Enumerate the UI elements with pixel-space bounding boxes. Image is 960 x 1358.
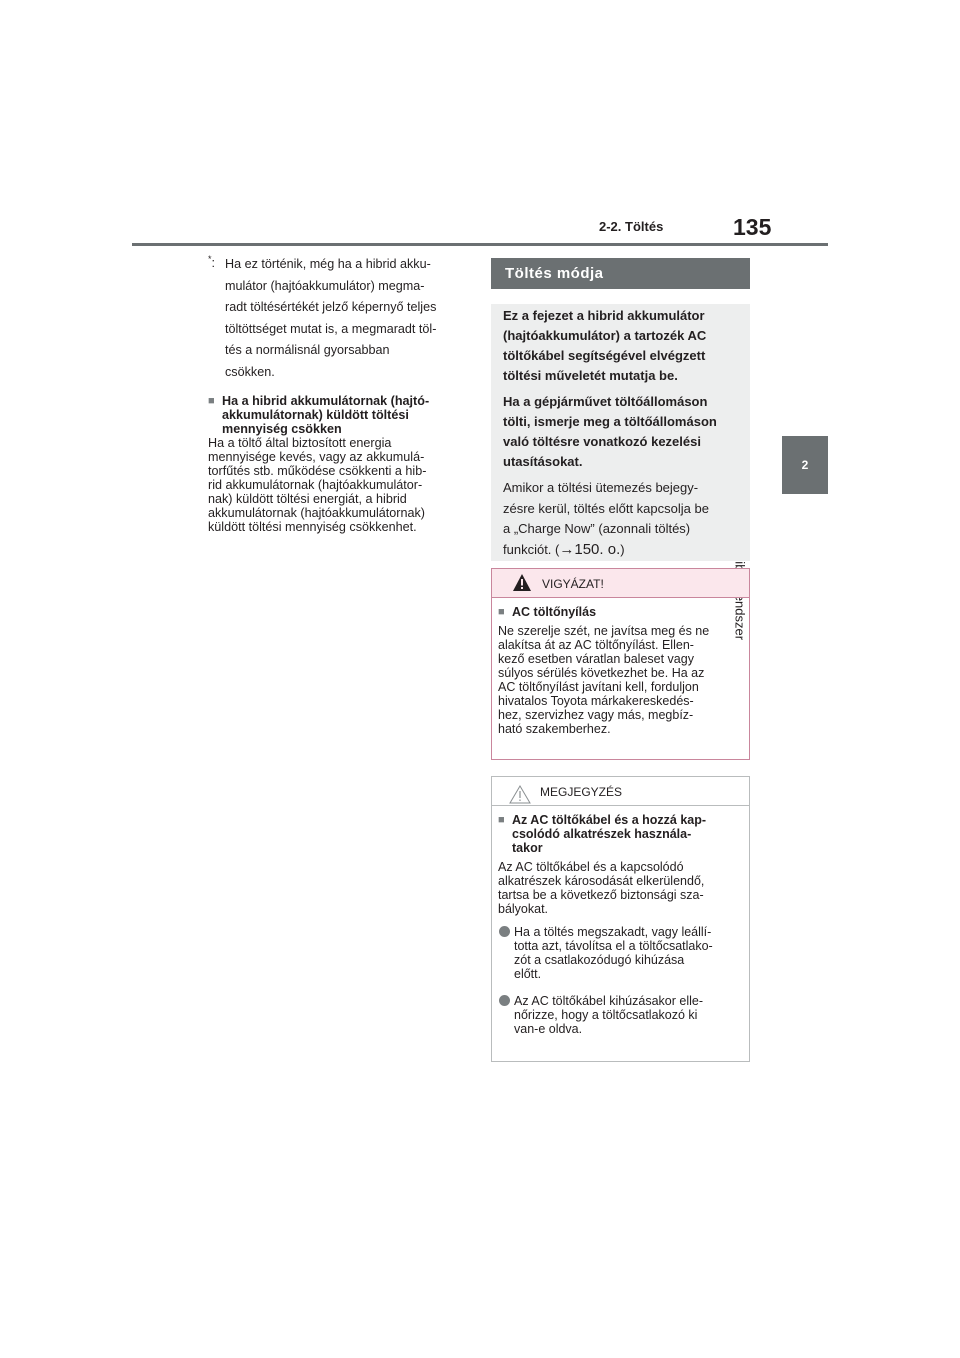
intro-box: [491, 304, 750, 561]
note-subheading: ■ Az AC töltőkábel és a hozzá kap- csolódó alkatrészek használa- takor: [498, 813, 707, 855]
intro-paragraph-1: Ez a fejezet a hibrid akkumulátor (hajtóakkumulátor) a tartozék AC töltőkábel segítségével elvégzett töltési műveletét mutatja be.: [503, 308, 707, 383]
page-number: 135: [733, 214, 772, 240]
header-rule: [132, 243, 828, 246]
page-reference-link[interactable]: →150. o.: [559, 541, 621, 559]
note-text: Az AC töltőkábel és a kapcsolódó alkatrészek károsodását elkerülendő, tartsa be a következő biztonsági sza- bályokat.: [498, 860, 705, 916]
chapter-label: [795, 510, 815, 660]
warning-subheading: ■ AC töltőnyílás: [498, 605, 597, 619]
caution-outline-icon: [509, 785, 531, 804]
warning-text: Ne szerelje szét, ne javítsa meg és ne alakítsa át az AC töltőnyílást. Ellen- kező esetben váratlan baleset vagy súlyos sérülés következhet be. Ha az AC töltőnyílást javítani kell, forduljon hivatalos Toyota márkakereskedés- hez, szervizhez vagy más, megbíz- ható szakemberhez.: [498, 624, 710, 736]
chapter-tab: [782, 436, 828, 494]
warning-title: VIGYÁZAT!: [542, 577, 604, 591]
section-heading: Töltés módja: [491, 258, 750, 289]
footnote: [208, 254, 468, 384]
left-column: [208, 254, 468, 534]
warning-triangle-icon: [513, 574, 531, 591]
bullet-dot-icon: [499, 926, 510, 937]
warning-box: [491, 568, 750, 760]
note-header: [492, 777, 749, 806]
warning-header: [492, 569, 749, 598]
intro-paragraph-2: Ha a gépjárművet töltőállomáson tölti, ismerje meg a töltőállomáson való töltésre vonatkozó kezelési utasításokat.: [503, 394, 717, 469]
intro-paragraph-3: Amikor a töltési ütemezés bejegy- zésre kerül, töltés előtt kapcsolja be a „Charge Now” (azonnali töltés) funkciót. (→150. o.): [503, 480, 709, 559]
square-bullet-icon: ■: [208, 394, 215, 407]
body-paragraph: Ha a töltő által biztosított energia mennyisége kevés, vagy az akkumulá- torfűtés stb. működése csökkenti a hib- rid akkumulátornak (hajtóakkumulátor- nak) küldött töltési energiát, a hibrid akkumulátornak (hajtóakkumulátornak) küldött töltési mennyiség csökkenhet.: [208, 435, 427, 534]
note-title: MEGJEGYZÉS: [540, 785, 623, 799]
square-bullet-icon: ■: [498, 814, 505, 826]
section-title: 2-2. Töltés: [599, 219, 664, 234]
footnote-mark: *:: [208, 254, 216, 271]
footnote-text: Ha ez történik, még ha a hibrid akku- mulátor (hajtóakkumulátor) megma- radt töltésértékét jelző képernyő teljes töltöttséget mutat is, a megmaradt töl- tés a normálisnál gyorsabban csökken.: [225, 257, 437, 379]
subheading-charge-decrease: ■ Ha a hibrid akkumulátornak (hajtó- akkumulátornak) küldött töltési mennyiség csökken: [208, 393, 430, 436]
note-box: [491, 776, 750, 1062]
list-item: Az AC töltőkábel kihúzásakor elle- nőrizze, hogy a töltőcsatlakozó ki van-e oldva.: [498, 994, 743, 1036]
bullet-dot-icon: [499, 995, 510, 1006]
chapter-number: 2: [801, 458, 809, 472]
square-bullet-icon: ■: [498, 606, 505, 618]
list-item: Ha a töltés megszakadt, vagy leállí- totta azt, távolítsa el a töltőcsatlako- zót a csatlakozódugó kihúzása előtt.: [498, 925, 743, 981]
